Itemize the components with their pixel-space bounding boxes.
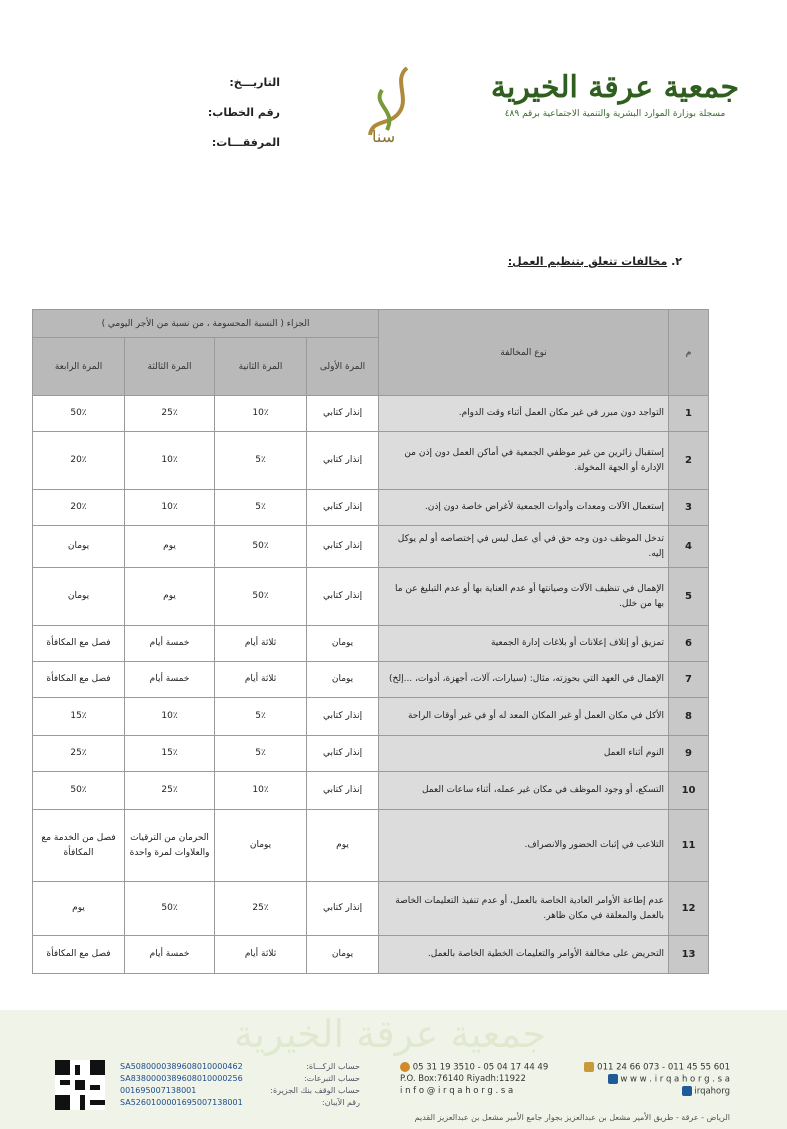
row-penalty-first: إنذار كتابي (307, 698, 379, 736)
section-number: ٢. (671, 255, 682, 268)
row-penalty-first: يومان (307, 626, 379, 662)
account-number: SA8380000389608010000256 (120, 1074, 243, 1083)
row-penalty-second: ثلاثة أيام (215, 626, 307, 662)
row-penalty-third: 15٪ (125, 736, 215, 772)
pobox: P.O. Box:76140 Riyadh:11922 (400, 1074, 526, 1084)
row-violation: التواجد دون مبرر في غير مكان العمل أثناء وقت الدوام. (379, 396, 669, 432)
table-row (33, 568, 709, 626)
row-penalty-first: إنذار كتابي (307, 526, 379, 568)
account-row (120, 1098, 360, 1110)
row-violation: الإهمال في العهد التي بحوزته، مثال: (سيارات، آلات، أجهزة، أدوات، ...إلخ) (379, 662, 669, 698)
row-number: 8 (669, 698, 709, 736)
row-penalty-fourth: 15٪ (33, 698, 125, 736)
social-icon (682, 1086, 692, 1096)
row-penalty-third: 10٪ (125, 490, 215, 526)
mobile-icon (400, 1062, 410, 1072)
row-violation: التسكع، أو وجود الموظف في مكان غير عمله، أثناء ساعات العمل (379, 772, 669, 810)
row-penalty-fourth: يومان (33, 568, 125, 626)
letter-number-label: رقم الخطاب: (207, 106, 280, 119)
social-handle[interactable]: irqahorg (694, 1086, 730, 1097)
row-penalty-third: 25٪ (125, 772, 215, 810)
row-violation: إستقبال زائرين من غير موظفي الجمعية في أماكن العمل دون إذن من الإدارة أو الجهة المخولة. (379, 432, 669, 490)
row-penalty-third: 10٪ (125, 698, 215, 736)
footer (0, 1010, 787, 1129)
phones-right: 011 24 66 073 - 011 45 55 601 (597, 1062, 730, 1073)
row-penalty-fourth: 20٪ (33, 490, 125, 526)
row-penalty-fourth: يوم (33, 882, 125, 936)
row-penalty-first: إنذار كتابي (307, 736, 379, 772)
phones-left: 05 31 19 3510 - 05 04 17 44 49 (412, 1062, 549, 1073)
table-row (33, 936, 709, 974)
row-penalty-first: يوم (307, 810, 379, 882)
row-penalty-second: 5٪ (215, 698, 307, 736)
emblem-text: سنا (372, 127, 396, 146)
row-penalty-fourth: 25٪ (33, 736, 125, 772)
footer-watermark: جمعية عرقة الخيرية (233, 1012, 546, 1056)
sana-emblem-icon (352, 60, 427, 150)
account-number: SA5080000389608010000462 (120, 1062, 243, 1071)
row-penalty-second: 5٪ (215, 736, 307, 772)
brand-subtitle: مسجلة بوزارة الموارد البشرية والتنمية الاجتماعية برقم ٤٨٩ (504, 109, 726, 119)
row-penalty-first: إنذار كتابي (307, 432, 379, 490)
account-label: رقم الآيبان: (322, 1098, 360, 1107)
row-penalty-first: إنذار كتابي (307, 772, 379, 810)
row-penalty-second: 10٪ (215, 396, 307, 432)
row-number: 6 (669, 626, 709, 662)
row-penalty-first: إنذار كتابي (307, 882, 379, 936)
table-row (33, 882, 709, 936)
row-penalty-fourth: فصل مع المكافأة (33, 936, 125, 974)
table-row (33, 698, 709, 736)
header-second: المرة الثانية (215, 338, 307, 396)
table-row (33, 490, 709, 526)
row-penalty-fourth: فصل من الخدمة مع المكافأة (33, 810, 125, 882)
row-number: 3 (669, 490, 709, 526)
row-number: 13 (669, 936, 709, 974)
header-violation: نوع المخالفة (379, 310, 669, 396)
bank-accounts (120, 1062, 360, 1110)
row-number: 4 (669, 526, 709, 568)
row-violation: إستعمال الآلات ومعدات وأدوات الجمعية لأغراض خاصة دون إذن. (379, 490, 669, 526)
row-penalty-third: 25٪ (125, 396, 215, 432)
row-violation: التلاعب في إثبات الحضور والانصراف. (379, 810, 669, 882)
table-row (33, 526, 709, 568)
row-penalty-second: 5٪ (215, 432, 307, 490)
row-violation: تدخل الموظف دون وجه حق في أي عمل ليس في إختصاصه أو لم يوكل إليه. (379, 526, 669, 568)
brand-name: جمعية عرقة الخيرية (490, 70, 740, 105)
row-penalty-fourth: 50٪ (33, 772, 125, 810)
row-number: 9 (669, 736, 709, 772)
table-row (33, 772, 709, 810)
table-row (33, 736, 709, 772)
row-penalty-first: يومان (307, 662, 379, 698)
table-row (33, 662, 709, 698)
header-penalty-group: الجزاء ( النسبة المحسومة ، من نسبة من الأجر اليومي ) (33, 310, 379, 338)
row-penalty-second: ثلاثة أيام (215, 662, 307, 698)
row-penalty-first: إنذار كتابي (307, 568, 379, 626)
row-violation: عدم إطاعة الأوامر العادية الخاصة بالعمل، أو عدم تنفيذ التعليمات الخاصة بالعمل والمعلقة في مكان ظاهر. (379, 882, 669, 936)
table-row (33, 626, 709, 662)
row-violation: التحريض على مخالفة الأوامر والتعليمات الخطية الخاصة بالعمل. (379, 936, 669, 974)
row-penalty-second: ثلاثة أيام (215, 936, 307, 974)
phone-icon (584, 1062, 594, 1072)
row-penalty-fourth: فصل مع المكافأة (33, 662, 125, 698)
letter-meta (190, 76, 280, 166)
account-row (120, 1074, 360, 1086)
account-label: حساب الزكـــاة: (306, 1062, 360, 1071)
row-number: 11 (669, 810, 709, 882)
row-number: 1 (669, 396, 709, 432)
row-penalty-first: إنذار كتابي (307, 490, 379, 526)
account-label: حساب الوقف بنك الجزيرة: (270, 1086, 360, 1095)
row-penalty-third: 50٪ (125, 882, 215, 936)
address: الرياض - عرقة - طريق الأمير مشعل بن عبدالعزيز بجوار جامع الأمير مشعل بن عبدالعزيز القديم (414, 1113, 730, 1122)
header-third: المرة الثالثة (125, 338, 215, 396)
row-violation: الإهمال في تنظيف الآلات وصيانتها أو عدم العناية بها أو عدم التبليغ عن ما بها من خلل. (379, 568, 669, 626)
row-penalty-third: الحرمان من الترقيات والعلاوات لمرة واحدة (125, 810, 215, 882)
row-penalty-second: 25٪ (215, 882, 307, 936)
row-violation: النوم أثناء العمل (379, 736, 669, 772)
row-penalty-second: يومان (215, 810, 307, 882)
violations-table (32, 309, 709, 974)
account-number: 001695007138001 (120, 1086, 197, 1095)
qr-code-icon (55, 1060, 105, 1110)
row-number: 5 (669, 568, 709, 626)
row-penalty-third: خمسة أيام (125, 936, 215, 974)
email[interactable]: i n f o @ i r q a h o r g . s a (400, 1086, 514, 1096)
row-penalty-fourth: 20٪ (33, 432, 125, 490)
row-penalty-second: 50٪ (215, 568, 307, 626)
row-penalty-third: يوم (125, 568, 215, 626)
row-penalty-fourth: 50٪ (33, 396, 125, 432)
table-row (33, 810, 709, 882)
row-penalty-second: 5٪ (215, 490, 307, 526)
row-number: 10 (669, 772, 709, 810)
row-number: 7 (669, 662, 709, 698)
brand-logo (490, 70, 740, 119)
row-penalty-first: يومان (307, 936, 379, 974)
row-penalty-third: يوم (125, 526, 215, 568)
row-penalty-fourth: فصل مع المكافأة (33, 626, 125, 662)
contacts (400, 1062, 730, 1098)
header-first: المرة الأولى (307, 338, 379, 396)
row-penalty-third: خمسة أيام (125, 626, 215, 662)
row-penalty-second: 10٪ (215, 772, 307, 810)
table-row (33, 432, 709, 490)
account-label: حساب التبرعات: (304, 1074, 360, 1083)
website[interactable]: w w w . i r q a h o r g . s a (620, 1074, 730, 1085)
section-title-text: مخالفات تتعلق بتنظيم العمل: (507, 255, 668, 268)
row-penalty-second: 50٪ (215, 526, 307, 568)
row-violation: تمزيق أو إتلاف إعلانات أو بلاغات إدارة الجمعية (379, 626, 669, 662)
row-penalty-first: إنذار كتابي (307, 396, 379, 432)
account-row (120, 1062, 360, 1074)
header-fourth: المرة الرابعة (33, 338, 125, 396)
table-row (33, 396, 709, 432)
account-row (120, 1086, 360, 1098)
row-penalty-third: خمسة أيام (125, 662, 215, 698)
row-violation: الأكل في مكان العمل أو غير المكان المعد له أو في غير أوقات الراحة (379, 698, 669, 736)
date-label: التاريـــخ: (229, 76, 280, 89)
attachments-label: المرفقـــات: (211, 136, 280, 149)
web-icon (608, 1074, 618, 1084)
header-number: م (669, 310, 709, 396)
row-penalty-third: 10٪ (125, 432, 215, 490)
row-number: 12 (669, 882, 709, 936)
row-number: 2 (669, 432, 709, 490)
row-penalty-fourth: يومان (33, 526, 125, 568)
section-title (460, 255, 682, 268)
account-number: SA5260100001695007138001 (120, 1098, 243, 1107)
